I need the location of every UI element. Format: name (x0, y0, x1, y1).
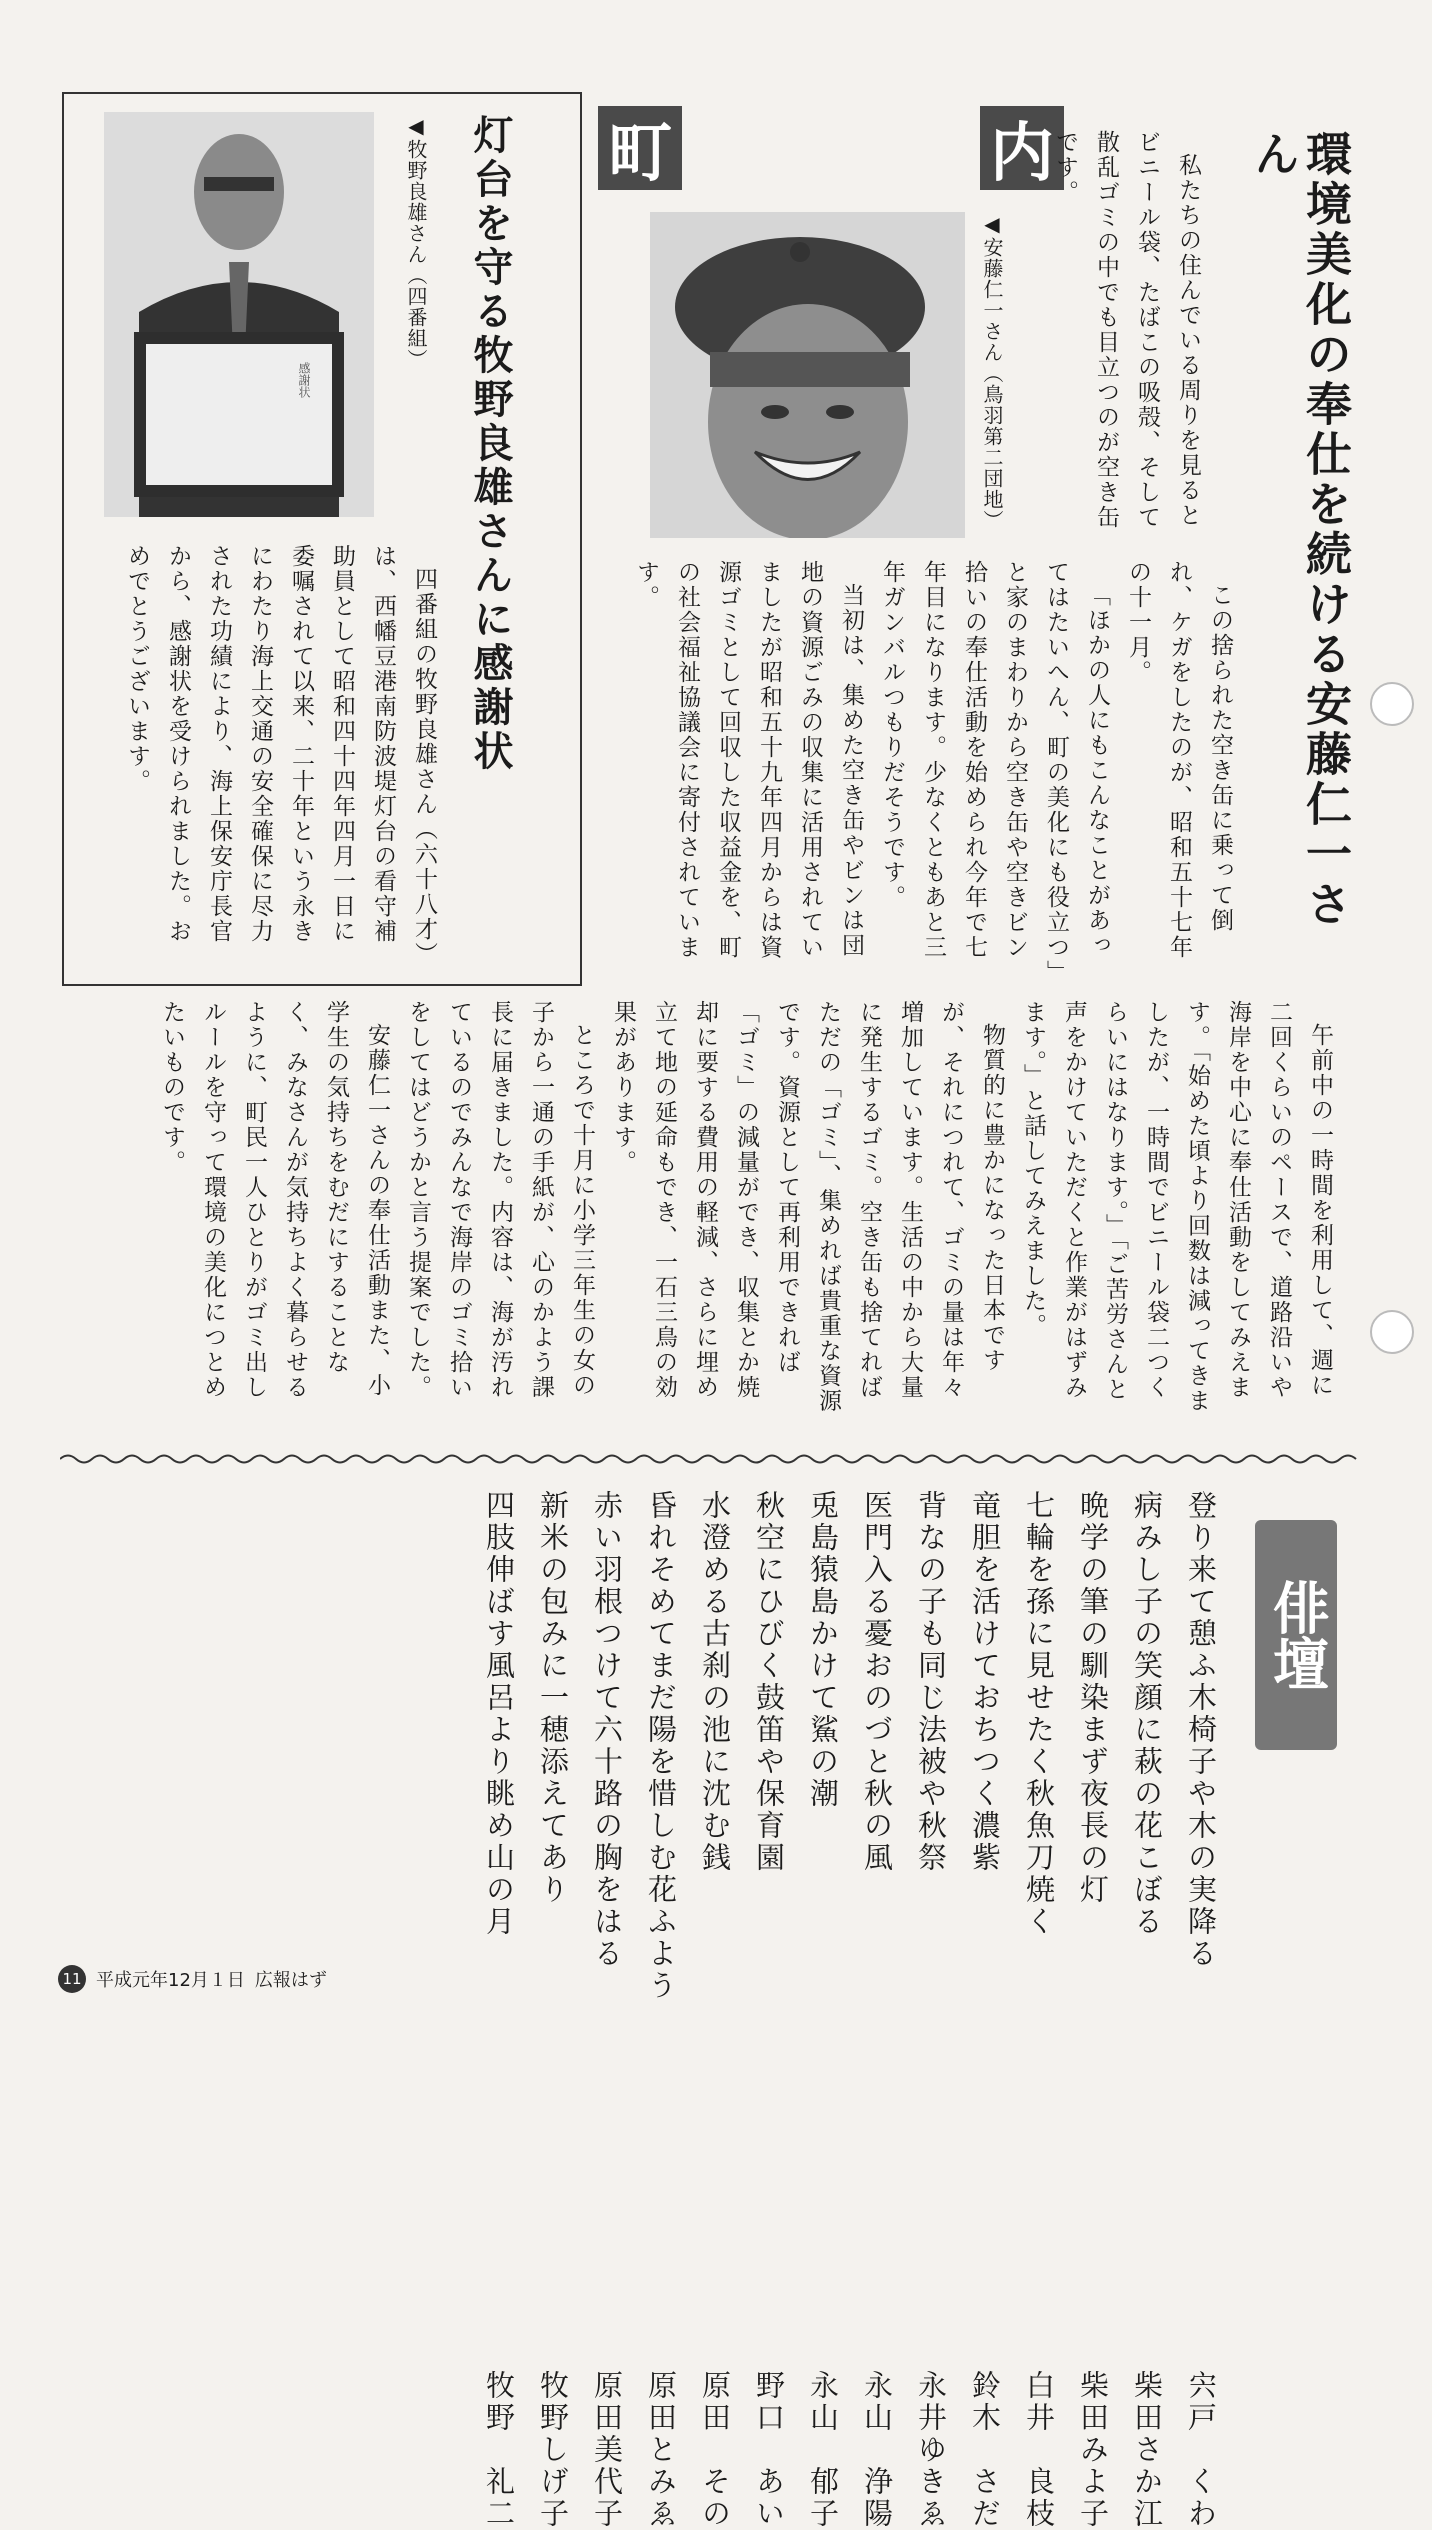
punch-hole (1370, 682, 1414, 726)
section-label-left: 町 (598, 106, 682, 190)
haiku-author: 永山 浄陽 (860, 2370, 894, 2530)
article2-box (62, 92, 582, 986)
haiku-author: 柴田みよ子 (1076, 2370, 1110, 2530)
photo-makino (104, 112, 374, 517)
haiku-author: 柴田さか江 (1130, 2370, 1164, 2530)
publication-name: 広報はず (254, 1970, 327, 1991)
haiku-item: 登り来て憩ふ木椅子や木の実降る 宍戸 くわ (1174, 1490, 1228, 2530)
haiku-author: 原田美代子 (590, 2370, 624, 2530)
issue-date: 平成元年12月１日 (96, 1970, 245, 1991)
haiku-author: 宍戸 くわ (1184, 2370, 1218, 2530)
haiku-label-box (1255, 1520, 1337, 1750)
section-divider (60, 1452, 1360, 1466)
article1-paragraph: ところで十月に小学三年生の女の子から一通の手紙が、心のかよう課長に届きました。内容は、海が汚れているのでみんなで海岸のゴミ拾いをしてはどうかと言う提案でした。 (405, 1000, 595, 1400)
haiku-item: 竜胆を活けておちつく濃紫 鈴木 さだ (958, 1490, 1012, 2530)
page-number: 11 (58, 1965, 86, 1993)
haiku-item: 病みし子の笑顔に萩の花こぼる 柴田さか江 (1120, 1490, 1174, 2530)
article2-text (94, 544, 444, 964)
photo-ando-caption: ◀ 安藤仁一さん（鳥羽第二団地） (978, 212, 1007, 552)
haiku-author: 原田 その (698, 2370, 732, 2530)
article1-paragraph: 「ほかの人にもこんなことがあってはたいへん、町の美化にも役立つ」と家のまわりから空き缶や空きビン拾いの奉仕活動を始められ今年で七年目になります。少なくともあと三年ガンバルつもりだそうです。 (879, 560, 1110, 974)
haiku-item: 四肢伸ばす風呂より眺め山の月 牧野 礼二 (472, 1490, 526, 2530)
haiku-item: 背なの子も同じ法被や秋祭 永井ゆきゑ (904, 1490, 958, 2530)
article1-title: 環境美化の奉仕を続ける安藤仁一さん (1247, 130, 1353, 930)
haiku-author: 鈴木 さだ (968, 2370, 1002, 2530)
page-footer (58, 1965, 327, 1993)
photo-makino-caption: ◀ 牧野良雄さん（四番組） (402, 114, 431, 414)
certificate-text: 感謝状 (297, 362, 311, 398)
article1-paragraph: 安藤仁一さんの奉仕活動また、小学生の気持ちをむだにすることなく、みなさんが気持ちよく暮らせるように、町民一人ひとりがゴミ出しルールを守って環境の美化につとめたいものです。 (159, 1000, 390, 1400)
haiku-author: 牧野しげ子 (536, 2370, 570, 2530)
haiku-author: 牧野 礼二 (482, 2370, 516, 2530)
haiku-item: 医門入る憂おのづと秋の風 永山 浄陽 (850, 1490, 904, 2530)
article1-text-middle (630, 560, 1240, 980)
haiku-author: 野口 あい (752, 2370, 786, 2530)
article1-paragraph: この捨られた空き缶に乗って倒れ、ケガをしたのが、昭和五十七年の十一月。 (1125, 560, 1233, 960)
haiku-list (108, 1490, 1228, 2530)
haiku-item: 晩学の筆の馴染まず夜長の灯 柴田みよ子 (1066, 1490, 1120, 2530)
article1-text-lower (110, 1000, 1340, 1420)
haiku-item: 新米の包みに一穂添えてあり 牧野しげ子 (526, 1490, 580, 2530)
haiku-author: 白井 良枝 (1022, 2370, 1056, 2530)
article1-paragraph: 当初は、集めた空き缶やビンは団地の資源ごみの収集に活用されていましたが昭和五十九年四月からは資源ゴミとして回収した収益金を、町の社会福祉協議会に寄付されています。 (633, 560, 864, 960)
punch-hole (1370, 1310, 1414, 1354)
haiku-item: 赤い羽根つけて六十路の胸をはる 原田美代子 (580, 1490, 634, 2530)
article1-paragraph: 私たちの住んでいる周りを見るとビニール袋、たばこの吸殻、そして散乱ゴミの中でも目立つのが空き缶です。 (1052, 130, 1201, 530)
article1-paragraph: 物質的に豊かになった日本ですが、それにつれて、ゴミの量は年々増加しています。生活の中から大量に発生するゴミ。空き缶も捨てればただの「ゴミ」、集めれば貴重な資源です。資源として再利用できれば「ゴミ」の減量ができ、収集とか焼却に要する費用の軽減、さらに埋め立て地の延命もでき、一石三鳥の効果があります。 (610, 1000, 1005, 1414)
haiku-author: 永井ゆきゑ (914, 2370, 948, 2530)
haiku-author: 永山 郁子 (806, 2370, 840, 2530)
haiku-item: 七輪を孫に見せたく秋魚刀焼く 白井 良枝 (1012, 1490, 1066, 2530)
haiku-label: 俳壇 (1264, 1579, 1329, 1691)
section-label-right: 内 (980, 106, 1064, 190)
article1-paragraph: 午前中の一時間を利用して、週に二回くらいのペースで、道路沿いや海岸を中心に奉仕活動をしてみえます。「始めた頃より回数は減ってきましたが、一時間でビニール袋二つくらいにはなります。」「ご苦労さんと声をかけていただくと作業がはずみます。」と話してみえました。 (1020, 1000, 1333, 1414)
haiku-author: 原田とみゑ (644, 2370, 678, 2530)
haiku-item: 昏れそめてまだ陽を惜しむ花ふよう 原田とみゑ (634, 1490, 688, 2530)
haiku-item: 兎島猿島かけて鯊の潮 永山 郁子 (796, 1490, 850, 2530)
article2-paragraph: 四番組の牧野良雄さん（六十八才）は、西幡豆港南防波堤灯台の看守補助員として昭和四十四年四月一日に委嘱されて以来、二十年という永きにわたり海上交通の安全確保に尽力された功績により、海上保安庁長官から、感謝状を受けられました。おめでとうございます。 (124, 544, 437, 956)
haiku-item: 秋空にひびく鼓笛や保育園 野口 あい (742, 1490, 796, 2530)
photo-makino-illustration (104, 112, 374, 517)
haiku-item: 水澄める古刹の池に沈む銭 原田 その (688, 1490, 742, 2530)
article1-text-upper (918, 130, 1208, 550)
article2-title: 灯台を守る牧野良雄さんに感謝状 (467, 114, 513, 774)
